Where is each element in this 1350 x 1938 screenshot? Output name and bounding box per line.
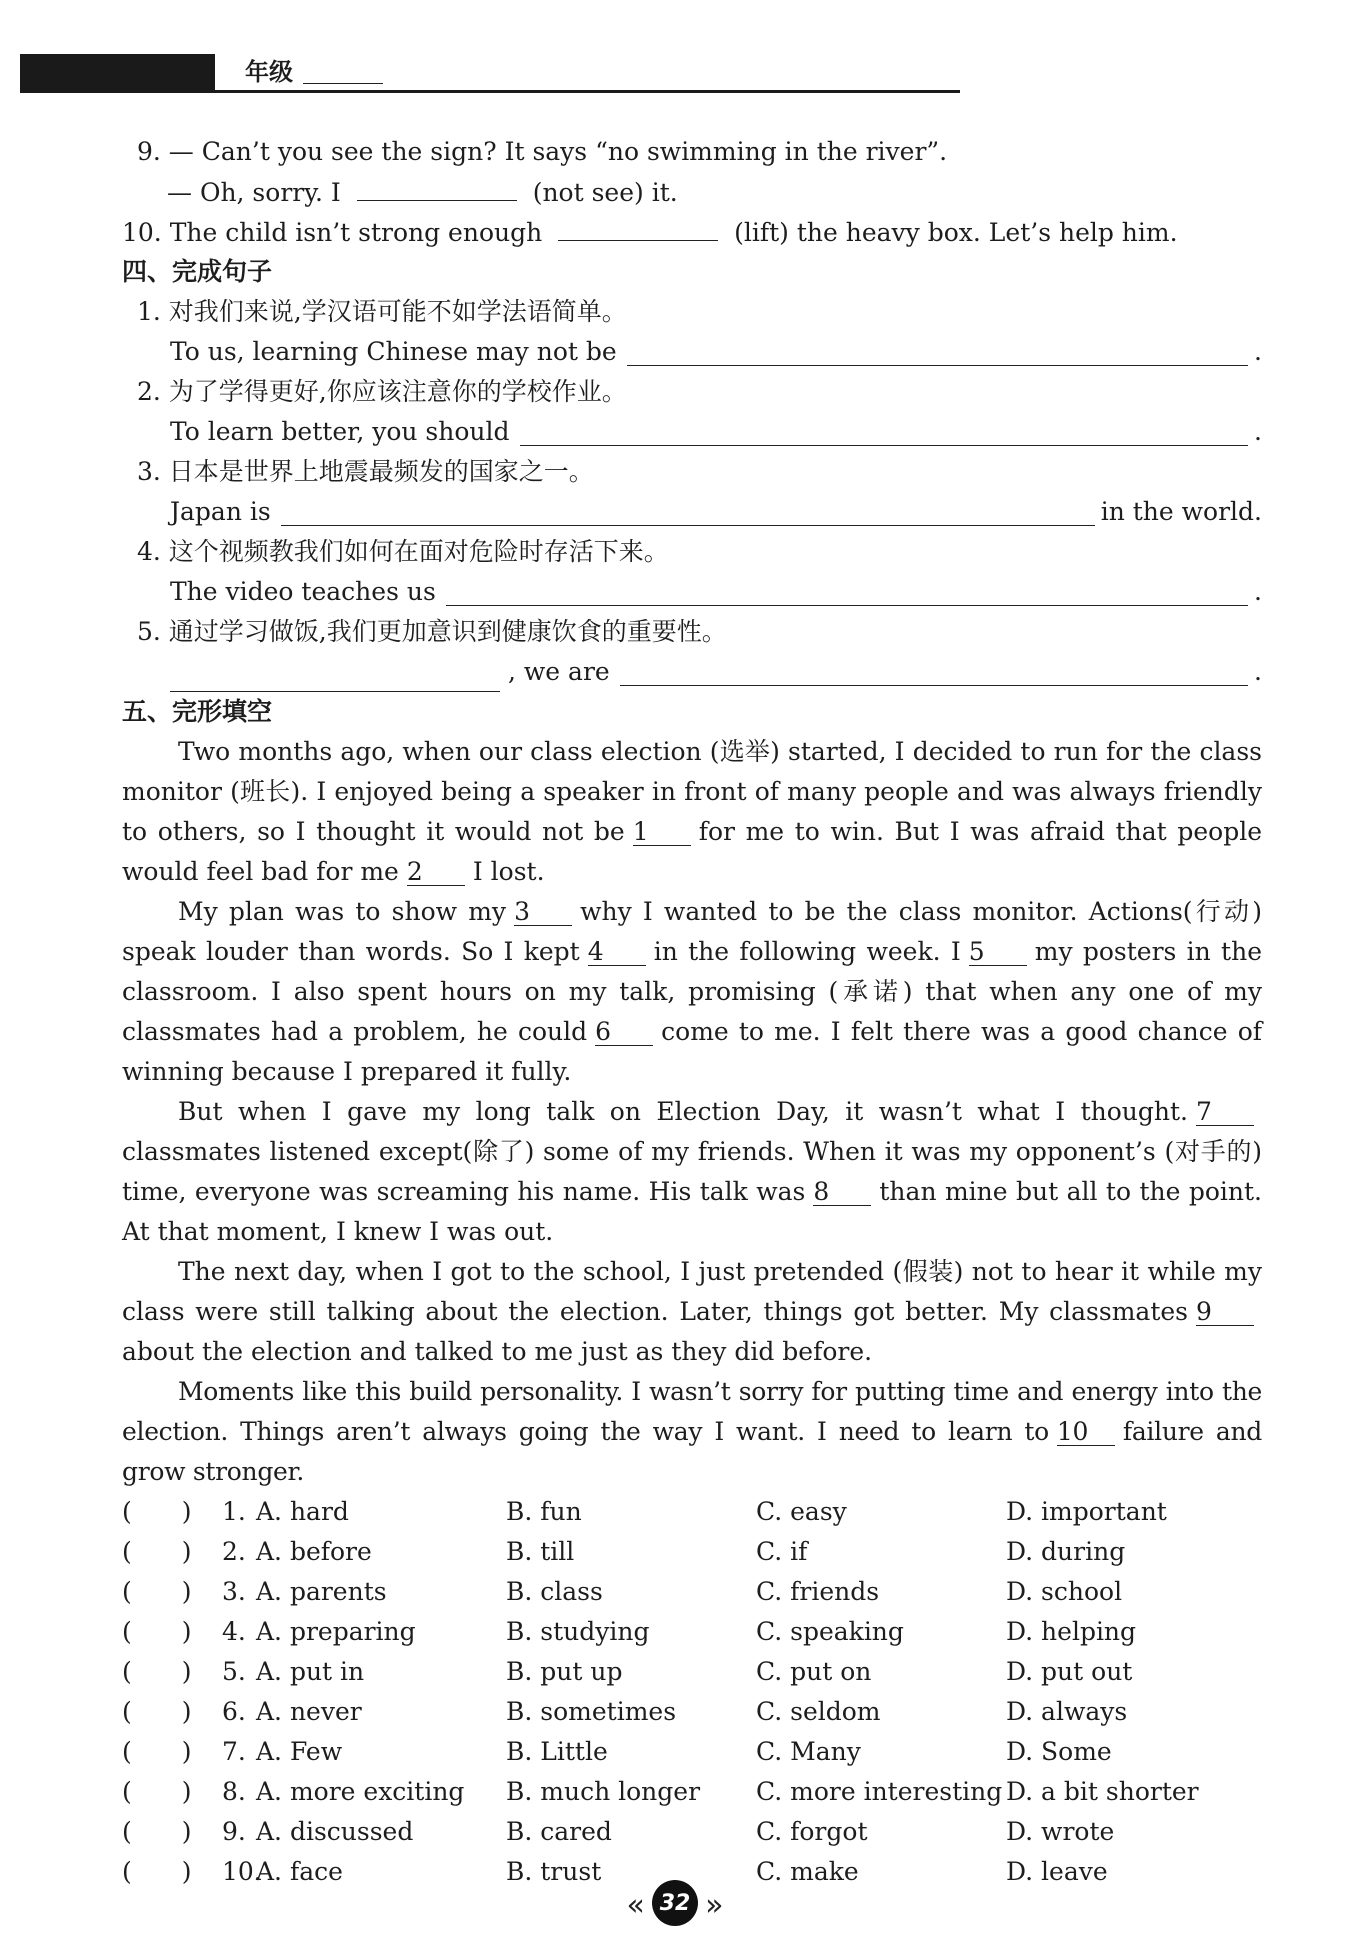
p4-item1-prefix: To us, learning Chinese may not be	[170, 337, 617, 366]
p4-text-a: The next day, when I got to the school, I just pretended (假装) not to hear it while my class were still talking about the election. Later, things got better. My classmates	[122, 1257, 1262, 1326]
cloze-blank-9[interactable]: 9	[1196, 1299, 1254, 1326]
cloze-options	[122, 1492, 1262, 1892]
option-d: D. helping	[1006, 1617, 1137, 1646]
p4-item1-suffix: .	[1254, 337, 1262, 366]
option-a: A. preparing	[256, 1617, 416, 1646]
option-d: D. put out	[1006, 1657, 1133, 1686]
p4-item2-suffix: .	[1254, 417, 1262, 446]
option-b: B. class	[506, 1577, 603, 1606]
grade-label: 年级	[245, 58, 293, 86]
p4-item2-en	[122, 412, 1262, 452]
answer-paren[interactable]: ( )	[122, 1777, 192, 1806]
q10-line	[122, 212, 1262, 252]
p4-item4-prefix: The video teaches us	[170, 577, 436, 606]
cloze-blank-6[interactable]: 6	[595, 1019, 653, 1046]
cloze-passage	[122, 732, 1262, 1492]
cloze-blank-7[interactable]: 7	[1196, 1099, 1254, 1126]
p4-item1-cn: 1. 对我们来说,学汉语可能不如学法语简单。	[137, 297, 627, 326]
option-number: 1.	[222, 1497, 246, 1526]
p1-text-c: for me to win. But I was afraid that people would feel bad for me	[122, 817, 1262, 886]
option-a: A. Few	[256, 1737, 343, 1766]
p4-item3-en	[122, 492, 1262, 532]
option-b: B. cared	[506, 1817, 612, 1846]
p4-item3-blank[interactable]	[281, 495, 1095, 526]
cloze-paragraph-5	[122, 1372, 1262, 1492]
p2-text-c: why I wanted to be the class monitor. Actions(行动) speak louder than words. So I kept	[122, 897, 1262, 966]
option-number: 5.	[222, 1657, 246, 1686]
header-rule	[20, 90, 960, 93]
answer-paren[interactable]: ( )	[122, 1697, 192, 1726]
page-number: 32	[652, 1880, 698, 1926]
p4-item2-cn: 2. 为了学得更好,你应该注意你的学校作业。	[137, 377, 627, 406]
option-row	[122, 1492, 1262, 1532]
option-d: D. school	[1006, 1577, 1123, 1606]
p3-text-d: than mine but all to the point. At that moment, I knew I was out.	[122, 1177, 1262, 1246]
q9-line1: 9. — Can’t you see the sign? It says “no swimming in the river”.	[137, 137, 948, 166]
p4-item5-blank-b[interactable]	[620, 655, 1248, 686]
answer-paren[interactable]: ( )	[122, 1497, 192, 1526]
answer-paren[interactable]: ( )	[122, 1737, 192, 1766]
option-number: 10.	[222, 1857, 262, 1886]
p4-item3-cn: 3. 日本是世界上地震最频发的国家之一。	[137, 457, 594, 486]
answer-paren[interactable]: ( )	[122, 1657, 192, 1686]
q9-line2-suffix: (not see) it.	[532, 178, 678, 207]
p4-text-c: about the election and talked to me just as they did before.	[122, 1337, 873, 1366]
p4-item4-en	[122, 572, 1262, 612]
option-b: B. sometimes	[506, 1697, 677, 1726]
p1-text-d: I lost.	[472, 857, 545, 886]
part5-title: 五、完形填空	[122, 697, 273, 726]
chevron-left-icon: «	[626, 1887, 645, 1923]
option-number: 4.	[222, 1617, 246, 1646]
option-c: C. forgot	[756, 1817, 868, 1846]
option-row	[122, 1612, 1262, 1652]
p4-item4-cn: 4. 这个视频教我们如何在面对危险时存活下来。	[137, 537, 669, 566]
answer-paren[interactable]: ( )	[122, 1857, 192, 1886]
q10-suffix: (lift) the heavy box. Let’s help him.	[734, 218, 1178, 247]
q10-prefix: 10. The child isn’t strong enough	[122, 218, 543, 247]
option-a: A. put in	[256, 1657, 365, 1686]
answer-paren[interactable]: ( )	[122, 1617, 192, 1646]
option-number: 3.	[222, 1577, 246, 1606]
option-b: B. fun	[506, 1497, 582, 1526]
option-b: B. trust	[506, 1857, 602, 1886]
option-c: C. make	[756, 1857, 859, 1886]
option-number: 2.	[222, 1537, 246, 1566]
p4-item5-cn: 5. 通过学习做饭,我们更加意识到健康饮食的重要性。	[137, 617, 727, 646]
option-row	[122, 1732, 1262, 1772]
cloze-blank-2[interactable]: 2	[407, 859, 465, 886]
p4-item4-blank[interactable]	[446, 575, 1248, 606]
p4-item5-en	[122, 652, 1262, 692]
p3-text-c: classmates listened except(除了) some of my friends. When it was my opponent’s (对手的) time, everyone was screaming his name. His talk was	[122, 1137, 1262, 1206]
answer-paren[interactable]: ( )	[122, 1577, 192, 1606]
p4-item5-suffix: .	[1254, 657, 1262, 686]
option-a: A. parents	[256, 1577, 387, 1606]
p5-text-c: failure and grow stronger.	[122, 1417, 1263, 1486]
option-c: C. speaking	[756, 1617, 904, 1646]
option-d: D. important	[1006, 1497, 1167, 1526]
p4-item5-mid: , we are	[508, 657, 610, 686]
option-a: A. hard	[256, 1497, 349, 1526]
answer-paren[interactable]: ( )	[122, 1817, 192, 1846]
option-c: C. Many	[756, 1737, 861, 1766]
option-number: 6.	[222, 1697, 246, 1726]
option-a: A. more exciting	[256, 1777, 465, 1806]
cloze-blank-5[interactable]: 5	[969, 939, 1027, 966]
cloze-paragraph-2	[122, 892, 1262, 1092]
option-b: B. Little	[506, 1737, 608, 1766]
cloze-blank-3[interactable]: 3	[514, 899, 572, 926]
p1-text-a: Two months ago, when our class election (选举) started, I decided to run for the class monitor (班长). I enjoyed being a speaker in front of many people and was always friendly to others, so I thought it would not be	[122, 737, 1262, 846]
option-c: C. friends	[756, 1577, 880, 1606]
option-c: C. more interesting	[756, 1777, 1003, 1806]
option-b: B. much longer	[506, 1777, 701, 1806]
cloze-blank-10[interactable]: 10	[1057, 1419, 1115, 1446]
cloze-blank-4[interactable]: 4	[588, 939, 646, 966]
option-c: C. seldom	[756, 1697, 881, 1726]
p5-text-a: Moments like this build personality. I wasn’t sorry for putting time and energy into the election. Things aren’t always going the way I want. I need to learn to	[122, 1377, 1262, 1446]
p4-item1-en	[122, 332, 1262, 372]
option-number: 9.	[222, 1817, 246, 1846]
p4-item2-prefix: To learn better, you should	[170, 417, 510, 446]
q9-line2-prefix: — Oh, sorry. I	[167, 178, 341, 207]
option-a: A. discussed	[256, 1817, 414, 1846]
cloze-paragraph-3	[122, 1092, 1262, 1252]
q10-answer-blank[interactable]	[558, 212, 718, 241]
option-row	[122, 1692, 1262, 1732]
page-content	[122, 132, 1262, 1892]
cloze-blank-8[interactable]: 8	[813, 1179, 871, 1206]
p4-item3-prefix: Japan is	[170, 497, 271, 526]
option-d: D. Some	[1006, 1737, 1112, 1766]
cloze-paragraph-4	[122, 1252, 1262, 1372]
option-d: D. during	[1006, 1537, 1126, 1566]
option-a: A. never	[256, 1697, 362, 1726]
p2-text-d: in the following week. I	[653, 937, 961, 966]
part4-title: 四、完成句子	[122, 257, 273, 286]
p4-item4-suffix: .	[1254, 577, 1262, 606]
header-black-bar	[20, 54, 215, 90]
p2-text-f: come to me. I felt there was a good chance of winning because I prepared it fully.	[122, 1017, 1262, 1086]
p4-item5-blank-a[interactable]	[170, 663, 500, 692]
option-d: D. leave	[1006, 1857, 1108, 1886]
option-a: A. face	[256, 1857, 343, 1886]
option-b: B. put up	[506, 1657, 623, 1686]
option-row	[122, 1812, 1262, 1852]
q9-line2	[122, 172, 1262, 212]
q9-answer-blank[interactable]	[357, 172, 517, 201]
option-number: 8.	[222, 1777, 246, 1806]
answer-paren[interactable]: ( )	[122, 1537, 192, 1566]
option-number: 7.	[222, 1737, 246, 1766]
option-c: C. put on	[756, 1657, 872, 1686]
option-d: D. wrote	[1006, 1817, 1115, 1846]
option-d: D. a bit shorter	[1006, 1777, 1199, 1806]
option-row	[122, 1572, 1262, 1612]
option-row	[122, 1652, 1262, 1692]
option-b: B. till	[506, 1537, 575, 1566]
p2-text-e: my posters in the classroom. I also spent hours on my talk, promising (承诺) that when any one of my classmates had a problem, he could	[122, 937, 1263, 1046]
cloze-paragraph-1	[122, 732, 1262, 892]
chevron-right-icon: »	[705, 1887, 724, 1923]
option-c: C. easy	[756, 1497, 847, 1526]
option-row	[122, 1532, 1262, 1572]
p4-item2-blank[interactable]	[520, 415, 1249, 446]
p2-text-a: My plan was to show my	[178, 897, 507, 926]
option-b: B. studying	[506, 1617, 650, 1646]
p3-text-a: But when I gave my long talk on Election Day, it wasn’t what I thought.	[178, 1097, 1188, 1126]
option-a: A. before	[256, 1537, 372, 1566]
option-c: C. if	[756, 1537, 808, 1566]
grade-blank	[303, 83, 383, 84]
p4-item3-suffix: in the world.	[1100, 497, 1262, 526]
option-d: D. always	[1006, 1697, 1128, 1726]
p4-item1-blank[interactable]	[627, 335, 1248, 366]
page-footer	[0, 1880, 1350, 1926]
cloze-blank-1[interactable]: 1	[633, 819, 691, 846]
option-row	[122, 1772, 1262, 1812]
